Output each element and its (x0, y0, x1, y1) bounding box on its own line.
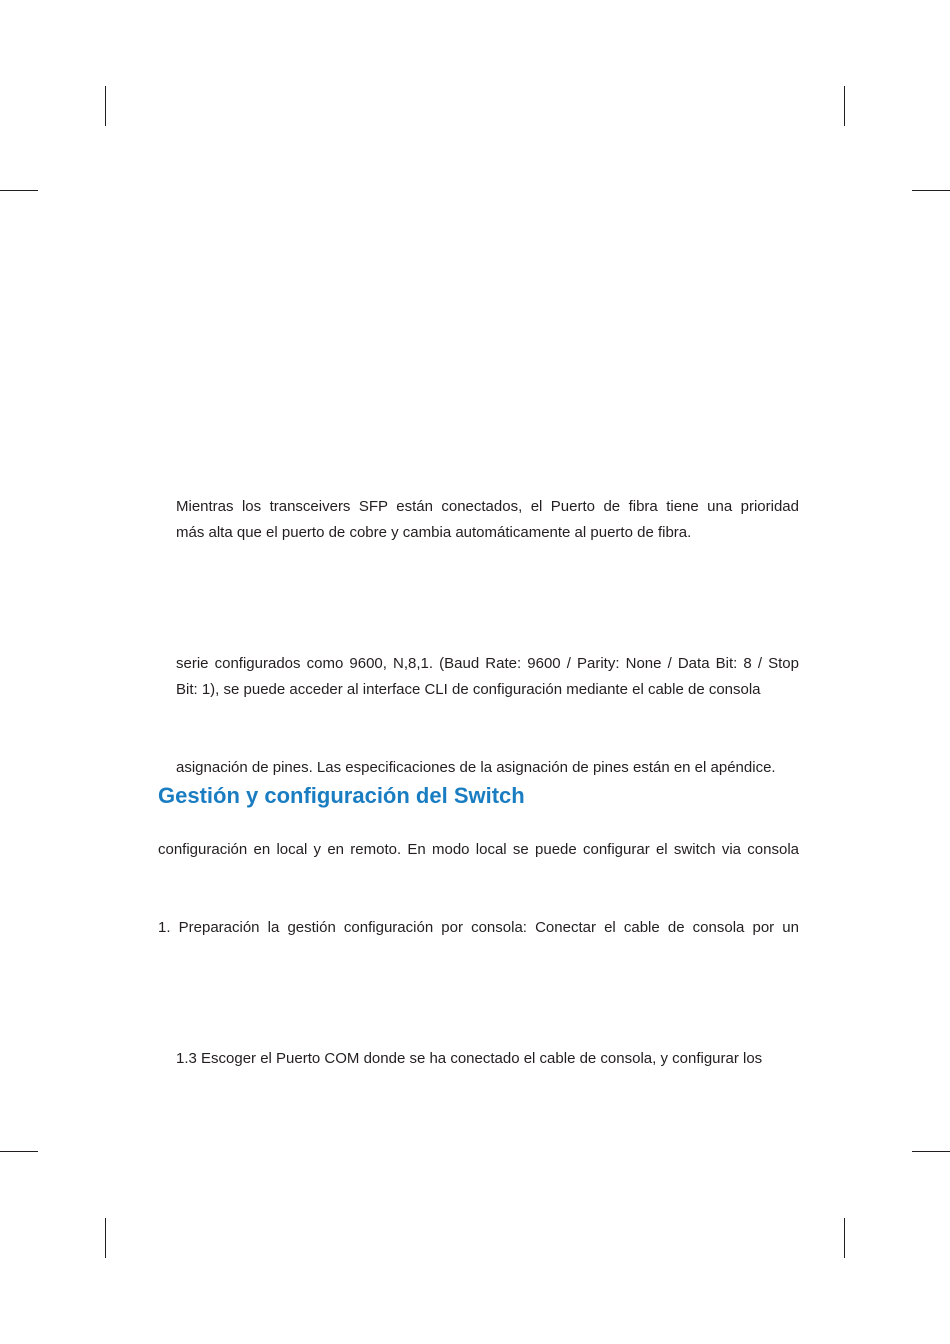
crop-mark-top-left (105, 86, 106, 126)
paragraph-sfp-line-1: Mientras los transceivers SFP están conectados, el Puerto de fibra tiene una prioridad (176, 498, 799, 515)
crop-mark-right-bottom (912, 1151, 950, 1152)
crop-mark-bottom-right (844, 1218, 845, 1258)
crop-mark-left-top (0, 190, 38, 191)
section-intro-line: configuración en local y en remoto. En modo local se puede configurar el switch via consola (158, 841, 799, 858)
section-heading: Gestión y configuración del Switch (158, 783, 525, 808)
paragraph-sfp-line-2: más alta que el puerto de cobre y cambia automáticamente al puerto de fibra. (176, 524, 692, 541)
crop-mark-bottom-left (105, 1218, 106, 1258)
paragraph-serial-line-2: Bit: 1), se puede acceder al interface CLI de configuración mediante el cable de consola (176, 681, 761, 698)
paragraph-pins: asignación de pines. Las especificaciones de la asignación de pines están en el apéndice. (176, 759, 776, 776)
crop-mark-right-top (912, 190, 950, 191)
crop-mark-left-bottom (0, 1151, 38, 1152)
crop-mark-top-right (844, 86, 845, 126)
step-1-line: 1. Preparación la gestión configuración por consola: Conectar el cable de consola por un (158, 919, 799, 936)
step-1-3-line: 1.3 Escoger el Puerto COM donde se ha conectado el cable de consola, y configurar los (176, 1050, 763, 1067)
paragraph-serial-line-1: serie configurados como 9600, N,8,1. (Baud Rate: 9600 / Parity: None / Data Bit: 8 / Stop (176, 655, 799, 672)
